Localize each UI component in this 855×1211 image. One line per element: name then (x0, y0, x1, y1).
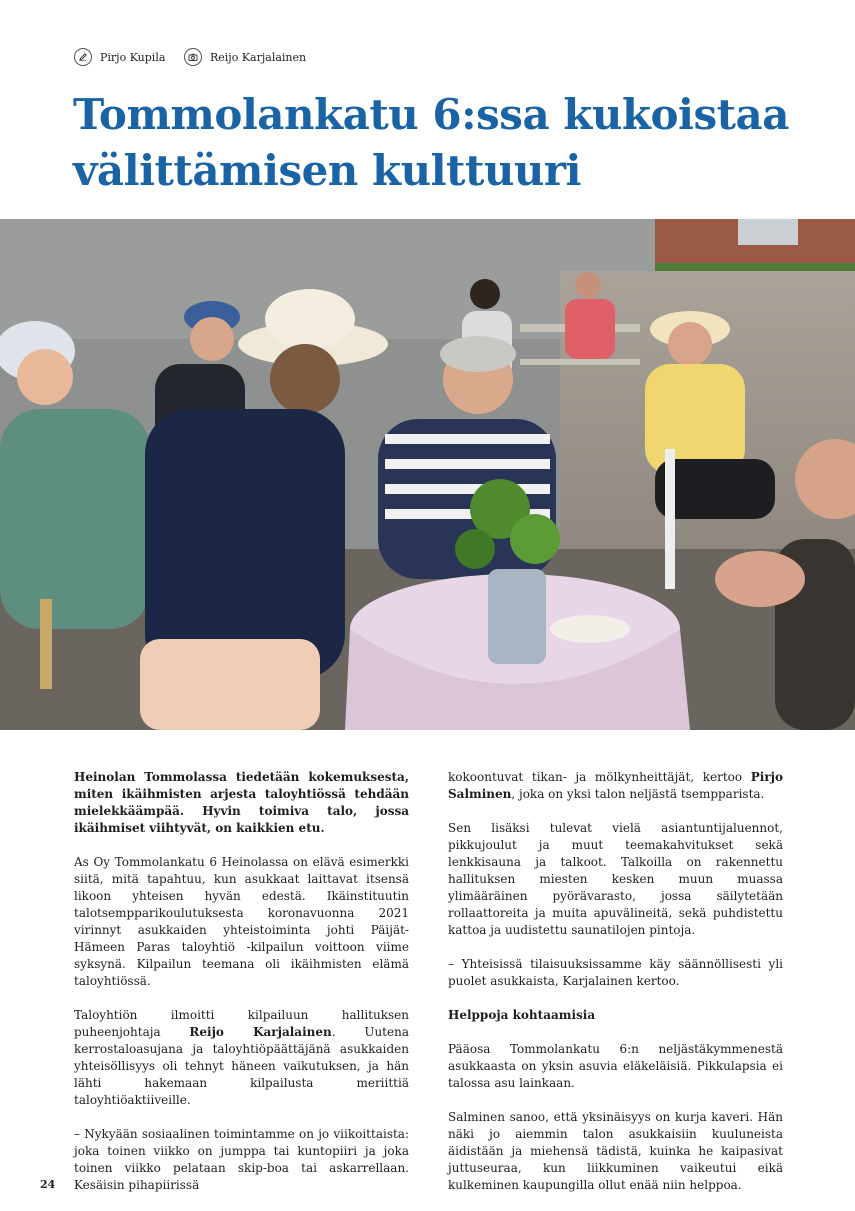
body-paragraph: – Yhteisissä tilaisuuksissamme käy säännöllisesti yli puolet asukkaista, Karjalainen kertoo. (448, 957, 783, 988)
body-paragraph: Pääosa Tommolankatu 6:n neljästäkymmenestä asukkaasta on yksin asuvia eläkeläisiä. Pikkulapsia ei talossa asu lainkaan. (448, 1042, 783, 1090)
article-column-left (74, 769, 409, 1211)
pen-icon (74, 48, 92, 66)
text-run: . Uutena kerrostaloasujana ja taloyhtiöpäättäjänä asukkaiden yhteisöllisyys oli tehnyt häneen vaikutuksen, ja hän lähti hakemaan kilpailusta meriittiä taloyhtiöaktiiveille. (74, 1025, 409, 1107)
text-run: kokoontuvat tikan- ja mölkynheittäjät, kertoo (448, 770, 751, 784)
page-number: 24 (40, 1178, 56, 1191)
page-title: Tommolankatu 6:ssa kukoistaa välittämisen kulttuuri (73, 90, 789, 195)
body-paragraph: Sen lisäksi tulevat vielä asiantuntijaluennot, pikkujoulut ja muut teemakahvitukset sekä lenkkisauna ja talkoot. Talkoilla on rakennettu hallituksen miesten kesken muun muassa ylimääräinen pyörävarasto, jossa säilytetään rollaattoreita ja muita apuvälineitä, sekä puhdistettu kattoa ja uudistettu saunatilojen pintoja. (448, 821, 783, 937)
section-heading: Helppoja kohtaamisia (448, 1008, 596, 1022)
author-name: Pirjo Kupila (100, 50, 166, 64)
lead-paragraph: Heinolan Tommolassa tiedetään kokemuksesta, miten ikäihmisten arjesta taloyhtiössä tehdään mielekkäämpää. Hyvin toimiva talo, jossa ikäihmiset viihtyvät, on kaikkien etu. (74, 770, 409, 835)
photographer-name: Reijo Karjalainen (210, 50, 307, 64)
camera-icon (184, 48, 202, 66)
article-photo (0, 219, 855, 730)
body-paragraph: – Nykyään sosiaalinen toimintamme on jo viikoittaista: joka toinen viikko on jumppa tai kuntopiiri ja joka toinen viikko pelataan skip-boa tai askarrellaan. Kesäisin pihapiirissä (74, 1127, 409, 1192)
body-paragraph (74, 1007, 409, 1109)
person-name: Reijo Karjalainen (189, 1025, 332, 1039)
text-run: Taloyhtiön ilmoitti kilpailuun hallituksen puheenjohtaja (74, 1008, 409, 1039)
text-run: , joka on yksi talon neljästä tsempparista. (511, 787, 765, 801)
body-paragraph: Salminen sanoo, että yksinäisyys on kurja kaveri. Hän näki jo aiemmin talon asukkaisiin kuuluneista äidistään ja miehensä tädistä, kuinka he kaipasivat juttuseuraa, kun liikkuminen vaikeutui eikä kulkeminen kaupungilla ollut enää niin helppoa. (448, 1110, 783, 1192)
byline-photographer (184, 47, 306, 67)
byline-author (74, 47, 165, 67)
article-column-right (448, 769, 783, 1211)
body-paragraph: As Oy Tommolankatu 6 Heinolassa on elävä esimerkki siitä, mitä tapahtuu, kun asukkaat laittavat itsensä likoon yhteisen hyvän edestä. Ikäinstituutin talotsempparikoulutuksesta koronavuonna 2021 virinnyt asukkaiden yhteistoiminta johti Päijät-Hämeen Paras taloyhtiö -kilpailun voittoon viime syksynä. Kilpailun teemana oli ikäihmisten elämä taloyhtiössä. (74, 855, 409, 988)
person-name: Pirjo Salminen (448, 770, 783, 801)
body-paragraph (448, 769, 783, 803)
